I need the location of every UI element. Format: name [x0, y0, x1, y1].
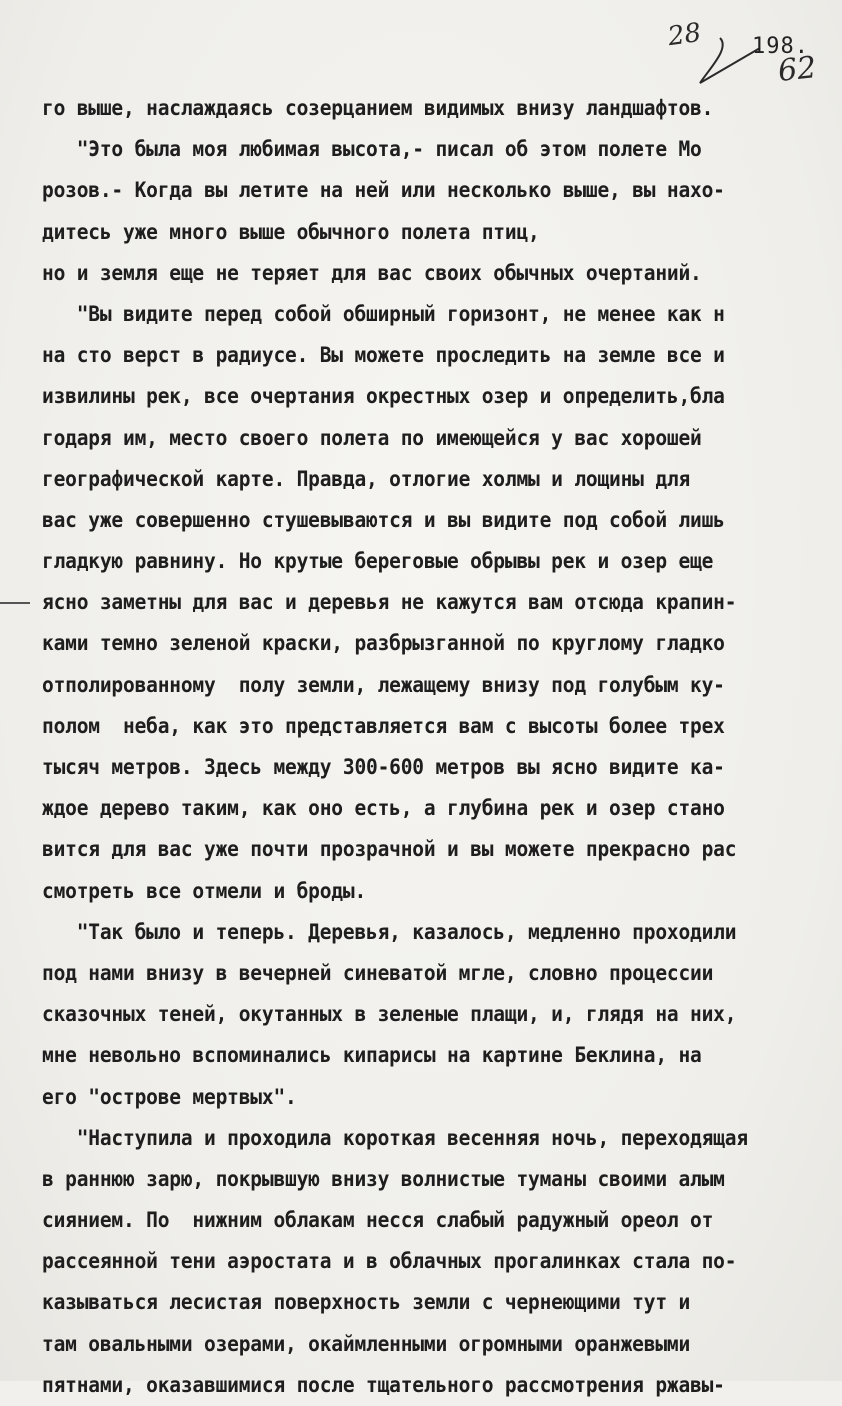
text-line: в раннюю зарю, покрывшую внизу волнистые туманы своими алым — [42, 1166, 725, 1191]
text-line: дитесь уже много выше обычного полета птиц, — [42, 219, 540, 244]
text-line: извилины рек, все очертания окрестных озер и определить,бла — [42, 384, 725, 409]
text-line: ждое дерево таким, как оно есть, а глубина рек и озер стано — [42, 796, 725, 821]
text-line: ясно заметны для вас и деревья не кажутся вам отсюда крапин- — [42, 590, 737, 615]
text-line: го выше, наслаждаясь созерцанием видимых внизу ландшафтов. — [42, 96, 714, 120]
text-line: мне невольно вспоминались кипарисы на картине Беклина, на — [42, 1043, 702, 1068]
text-line: сказочных теней, окутанных в зеленые плащи, и, глядя на них, — [42, 1002, 737, 1027]
text-line: пятнами, оказавшимися после тщательного рассмотрения ржавы- — [42, 1372, 725, 1397]
text-line: казываться лесистая поверхность земли с чернеющими тут и — [42, 1290, 691, 1315]
text-line: но и земля еще не теряет для вас своих обычных очертаний. — [42, 260, 702, 285]
text-line: там овальными озерами, окаймленными огромными оранжевыми — [42, 1331, 691, 1356]
text-line: смотреть все отмели и броды. — [42, 878, 367, 903]
handwritten-archive-number: 28 — [666, 17, 704, 53]
text-line: тысяч метров. Здесь между 300-600 метров вы ясно видите ка- — [42, 755, 725, 779]
page-number: 198. — [752, 34, 809, 59]
text-line: "Так было и теперь. Деревья, казалось, медленно проходили — [42, 919, 737, 944]
text-line: ками темно зеленой краски, разбрызганной по круглому гладко — [42, 631, 725, 656]
text-line: вас уже совершенно стушевываются и вы видите под собой лишь — [42, 507, 725, 532]
text-line: рассеянной тени аэростата и в облачных прогалинках стала по- — [42, 1249, 737, 1274]
text-line: гладкую равнину. Но крутые береговые обрывы рек и озер еще — [42, 549, 714, 574]
handwritten-folio-number: 62 — [776, 50, 818, 89]
text-line: на сто верст в радиусе. Вы можете проследить на земле все и — [42, 343, 725, 368]
text-line: "Это была моя любимая высота,- писал об этом полете Мо — [42, 137, 702, 162]
text-line: под нами внизу в вечерней синеватой мгле, словно процессии — [42, 960, 714, 985]
text-line: географической карте. Правда, отлогие холмы и лощины для — [42, 466, 691, 491]
text-line: "Вы видите перед собой обширный горизонт, не менее как н — [42, 301, 725, 326]
text-line: "Наступила и проходила короткая весенняя ночь, переходящая — [42, 1125, 748, 1150]
text-line: полом неба, как это представляется вам с высоты более трех — [42, 713, 725, 738]
text-line: отполированному полу земли, лежащему внизу под голубым ку- — [42, 672, 725, 697]
typewritten-text — [42, 88, 832, 1406]
text-line: его "острове мертвых". — [42, 1084, 297, 1109]
text-line: вится для вас уже почти прозрачной и вы можете прекрасно рас — [42, 837, 737, 862]
margin-mark — [0, 602, 30, 604]
text-line: розов.- Когда вы летите на ней или несколько выше, вы нахо- — [42, 178, 725, 203]
text-line: сиянием. По нижним облакам несся слабый радужный ореол от — [42, 1208, 714, 1233]
text-line: годаря им, место своего полета по имеющейся у вас хорошей — [42, 425, 702, 450]
